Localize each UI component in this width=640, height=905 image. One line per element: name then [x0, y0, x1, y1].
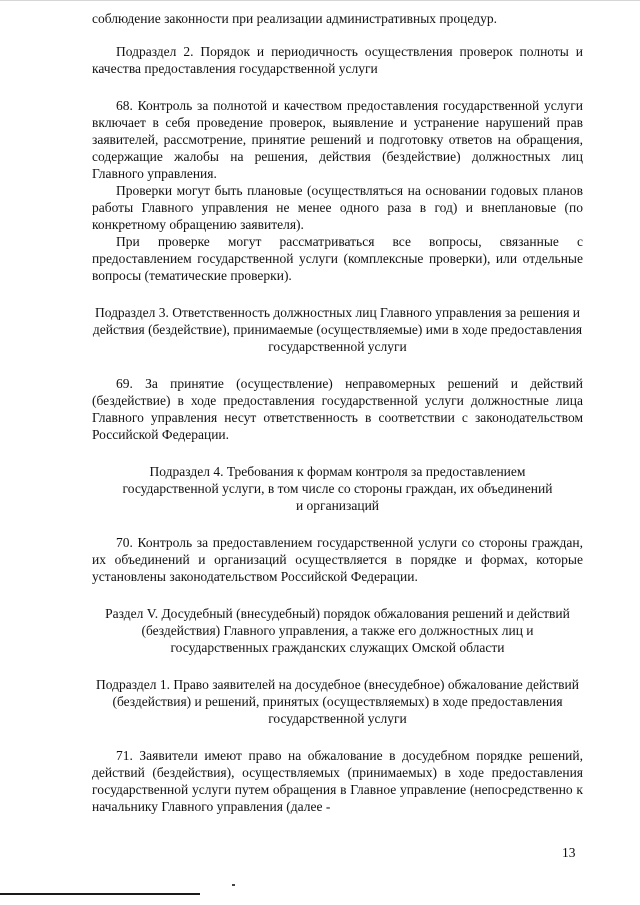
subsection-2-heading: Подраздел 2. Порядок и периодичность осуществления проверок полноты и качества предоставления государственной услуги — [92, 44, 583, 76]
document-page — [92, 10, 583, 815]
paragraph-68: 68. Контроль за полнотой и качеством предоставления государственной услуги включает в себя проведение проверок, выявление и устранение нарушений прав заявителей, рассмотрение, принятие решений и подготовку ответов на обращения, содержащие жалобы на решения, действия (бездействие) должностных лиц Главного управления. — [92, 98, 583, 181]
paragraph-71: 71. Заявители имеют право на обжалование в досудебном порядке решений, действий (бездействия), осуществляемых (принимаемых) в ходе предоставления государственной услуги путем обращения в Главное управление (непосредственно к начальнику Главного управления (далее - — [92, 748, 583, 814]
paragraph-70: 70. Контроль за предоставлением государственной услуги со стороны граждан, их объединений и организаций осуществляется в порядке и формах, которые установлены законодательством Российской Федерации. — [92, 535, 583, 584]
scan-bottom-rule — [0, 893, 200, 895]
page-top-edge — [0, 0, 640, 1]
section-5-heading: Раздел V. Досудебный (внесудебный) порядок обжалования решений и действий (бездействия) Главного управления, а также его должностных лиц и государственных гражданских служащих Омской области — [105, 606, 570, 655]
paragraph-69: 69. За принятие (осуществление) неправомерных решений и действий (бездействие) в ходе предоставления государственной услуги должностные лица Главного управления несут ответственность в соответствии с законодательством Российской Федерации. — [92, 376, 583, 442]
paragraph-68-planned-checks: Проверки могут быть плановые (осуществляться на основании годовых планов работы Главного управления не менее одного раза в год) и внеплановые (по конкретному обращению заявителя). — [92, 183, 583, 232]
page-number: 13 — [562, 845, 576, 860]
paragraph-68-scope: При проверке могут рассматриваться все вопросы, связанные с предоставлением государственной услуги (комплексные проверки), или отдельные вопросы (тематические проверки). — [92, 234, 583, 283]
intro-line: соблюдение законности при реализации административных процедур. — [92, 11, 497, 26]
subsection-1-heading: Подраздел 1. Право заявителей на досудебное (внесудебное) обжалование действий (бездействия) и решений, принятых (осуществляемых) в ходе предоставления государственной услуги — [96, 677, 579, 726]
subsection-4-heading: Подраздел 4. Требования к формам контроля за предоставлением государственной услуги, в том числе со стороны граждан, их объединений и организаций — [122, 464, 553, 513]
subsection-3-heading: Подраздел 3. Ответственность должностных лиц Главного управления за решения и действия (бездействие), принимаемые (осуществляемые) ими в ходе предоставления государственной услуги — [92, 305, 583, 354]
scan-speck — [232, 884, 235, 886]
